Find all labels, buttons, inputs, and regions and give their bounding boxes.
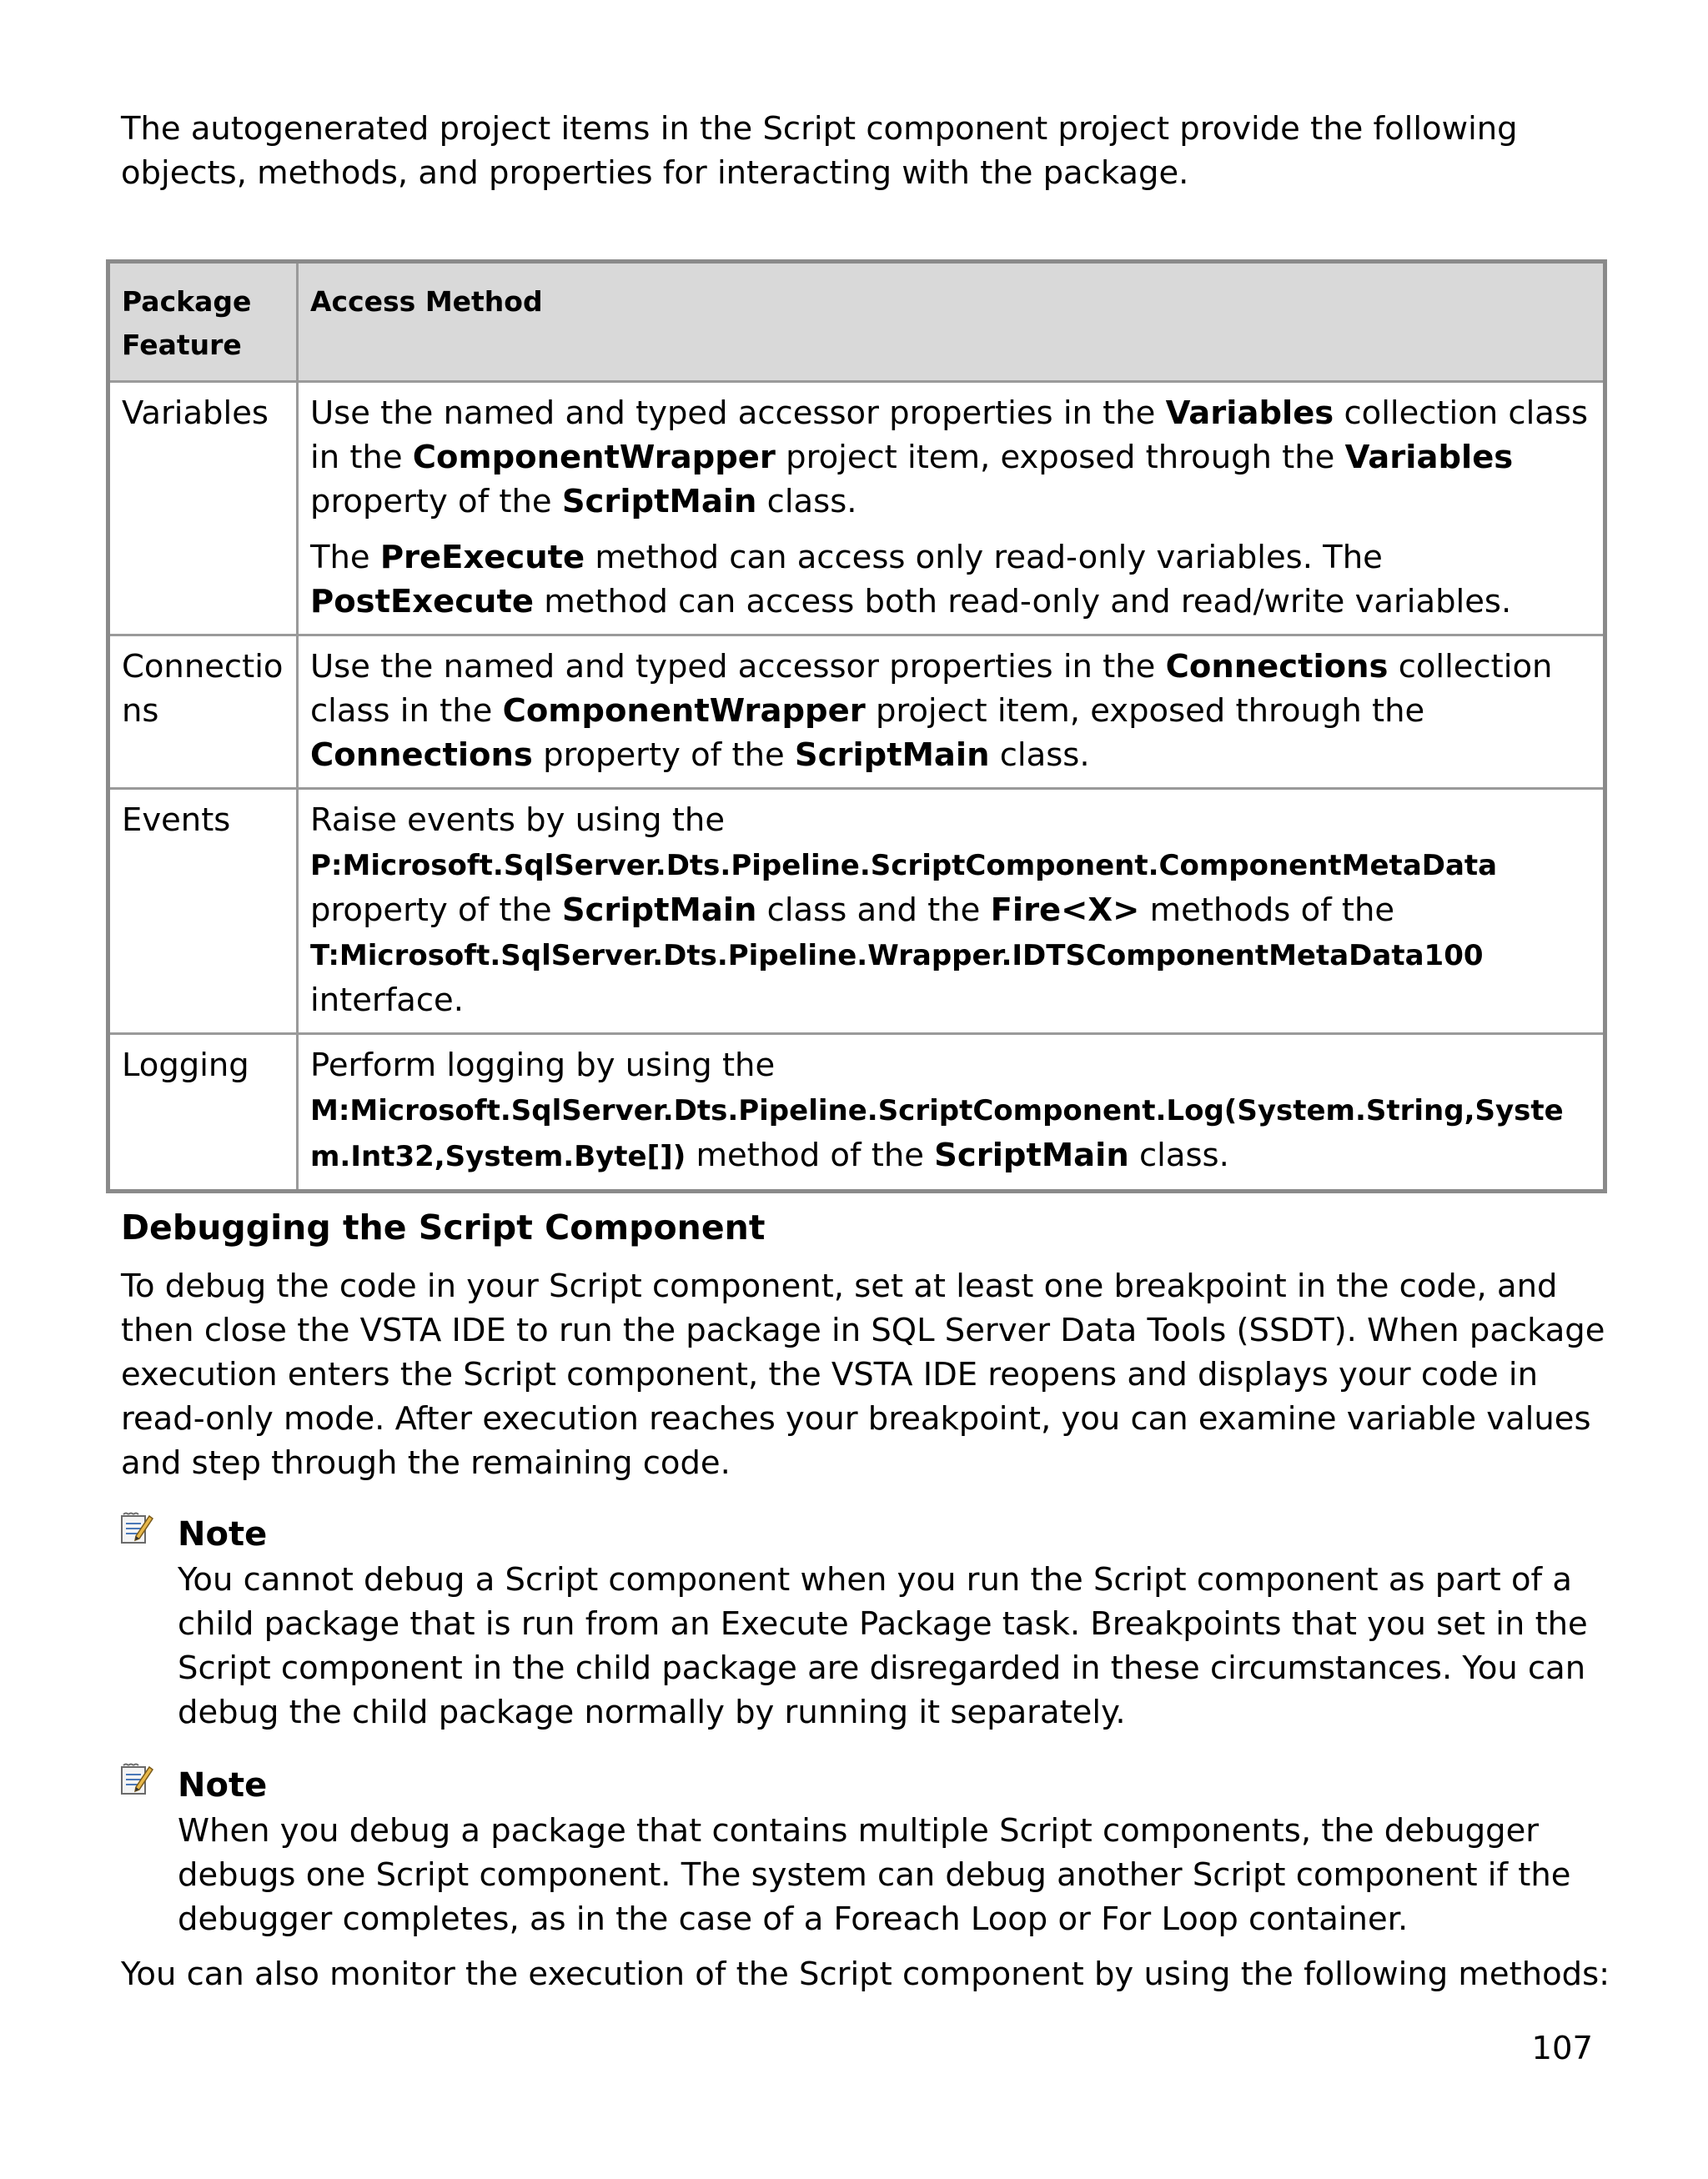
feature-label: Connections [122, 648, 284, 730]
note-text: You cannot debug a Script component when you run the Script component as part of a child package that is run from an Execute Package task. Breakpoints that you set in the Script component in the child package are disregarded in these circumstances. You can debug the child package normally by running it separately. [178, 1561, 1588, 1731]
feature-cell [108, 1034, 298, 1192]
access-method-cell [298, 789, 1605, 1034]
access-text: Raise events by using the P:Microsoft.SqlServer.Dts.Pipeline.ScriptComponent.ComponentMetaData property of the ScriptMain class and the Fire<X> methods of the T:Microsoft.SqlServer.Dts.Pipeline.Wrapper.IDTSComponentMetaData100 interface. [310, 801, 1498, 1019]
access-text: Perform logging by using the M:Microsoft.SqlServer.Dts.Pipeline.ScriptComponent.Log(System.String,System.Int32,System.Byte[]) method of the ScriptMain class. [310, 1047, 1564, 1174]
table-row-connections [108, 635, 1605, 789]
header-package-feature: Package Feature [108, 262, 298, 382]
monitor-paragraph: You can also monitor the execution of the Script component by using the following methods: [121, 1956, 1610, 1993]
table-row-variables [108, 382, 1605, 635]
api-reference: T:Microsoft.SqlServer.Dts.Pipeline.Wrapper.IDTSComponentMetaData100 [310, 939, 1484, 972]
header-access-method: Access Method [298, 262, 1605, 382]
feature-label: Logging [122, 1047, 249, 1084]
feature-label: Events [122, 801, 231, 839]
access-method-cell [298, 635, 1605, 789]
access-text: Use the named and typed accessor properties in the Variables collection class in the ComponentWrapper project item, exposed through the Variables property of the ScriptMain class. [310, 394, 1589, 520]
page-number: 107 [1531, 2030, 1593, 2067]
intro-paragraph: The autogenerated project items in the Script component project provide the following objects, methods, and properties for interacting with the package. [121, 110, 1518, 192]
table-row-events [108, 789, 1605, 1034]
table-row-logging [108, 1034, 1605, 1192]
feature-cell [108, 635, 298, 789]
access-method-cell [298, 382, 1605, 635]
feature-label: Variables [122, 394, 269, 432]
note-title: Note [178, 1766, 268, 1805]
api-reference: M:Microsoft.SqlServer.Dts.Pipeline.ScriptComponent.Log(System.String,System.Int32,System.Byte[]) [310, 1094, 1564, 1173]
note-icon [119, 1511, 154, 1546]
feature-cell [108, 382, 298, 635]
access-text: Use the named and typed accessor properties in the Connections collection class in the ComponentWrapper project item, exposed through the Connections property of the ScriptMain class. [310, 648, 1553, 774]
section-heading: Debugging the Script Component [121, 1207, 766, 1248]
package-feature-table [106, 259, 1607, 1193]
feature-cell [108, 789, 298, 1034]
api-reference: P:Microsoft.SqlServer.Dts.Pipeline.ScriptComponent.ComponentMetaData [310, 849, 1498, 882]
note-title: Note [178, 1515, 268, 1554]
table-header-row [108, 262, 1605, 382]
note-icon [119, 1762, 154, 1797]
access-method-cell [298, 1034, 1605, 1192]
access-text-2: The PreExecute method can access only read-only variables. The PostExecute method can access both read-only and read/write variables. [310, 539, 1512, 620]
note-text: When you debug a package that contains multiple Script components, the debugger debugs one Script component. The system can debug another Script component if the debugger completes, as in the case of a Foreach Loop or For Loop container. [178, 1812, 1571, 1938]
debug-paragraph: To debug the code in your Script component, set at least one breakpoint in the code, and then close the VSTA IDE to run the package in SQL Server Data Tools (SSDT). When package execution enters the Script component, the VSTA IDE reopens and displays your code in read-only mode. After execution reaches your breakpoint, you can examine variable values and step through the remaining code. [121, 1268, 1605, 1482]
